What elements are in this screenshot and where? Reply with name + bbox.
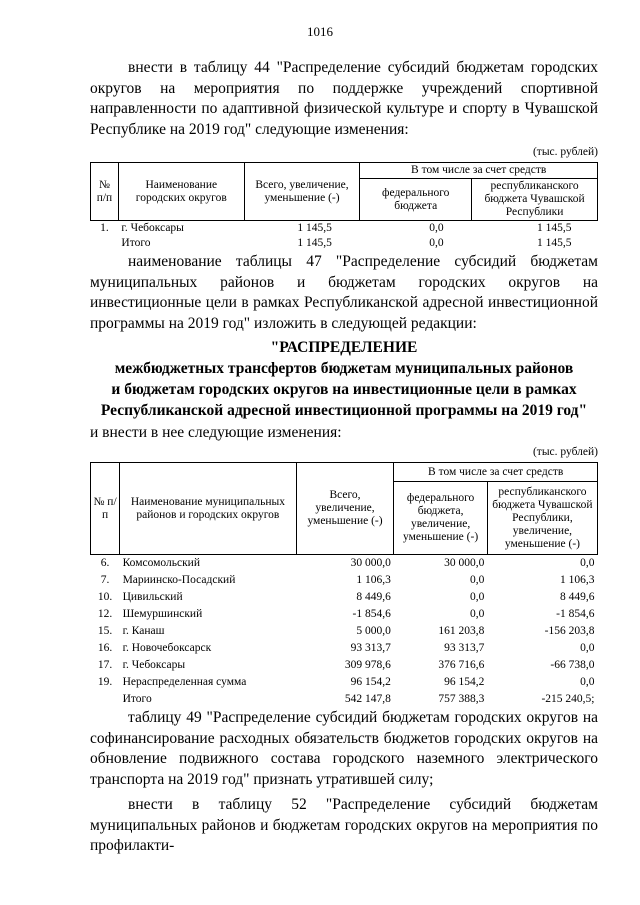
row-num: 16. bbox=[97, 642, 113, 654]
row-name: Шемуршинский bbox=[122, 608, 203, 620]
row-total: -1 854,6 bbox=[352, 608, 391, 620]
row-name: Мариинско-Посадский bbox=[122, 574, 236, 586]
row-num: 17. bbox=[97, 659, 113, 671]
row-federal: 30 000,0 bbox=[444, 557, 485, 569]
intro-paragraph: внести в таблицу 44 "Распределение субсидий бюджетам городских округов на мероприятия по поддержке учреждений спортивной направленности по адаптивной физической культуре и спорту в Чувашской Республике на 2019 год" следующие изменения: bbox=[90, 59, 598, 138]
table-row bbox=[91, 572, 598, 589]
row-republic: 0,0 bbox=[580, 642, 595, 654]
row-republic: 1 106,3 bbox=[560, 574, 595, 586]
row-total: 93 313,7 bbox=[350, 642, 391, 654]
row-num: 1. bbox=[100, 222, 109, 234]
table-row bbox=[91, 589, 598, 606]
page-number: 1016 bbox=[307, 24, 333, 39]
paragraph-3: таблицу 49 "Распределение субсидий бюджетам городских округов на софинансирование расходных обязательств бюджетов городских округов на обновление подвижного состава городского наземного электрического транспорта на 2019 год" признать утратившей силу; bbox=[90, 709, 598, 788]
title-line-2: межбюджетных трансфертов бюджетам муниципальных районов bbox=[114, 360, 574, 377]
table2-header-num: № п/п bbox=[91, 463, 120, 555]
table-row bbox=[91, 640, 598, 657]
table-row bbox=[91, 236, 598, 251]
row-federal: 96 154,2 bbox=[444, 676, 485, 688]
table1-header-federal: федерального бюджета bbox=[360, 179, 472, 221]
row-total: 1 145,5 bbox=[297, 222, 332, 234]
paragraph-4: внести в таблицу 52 "Распределение субсидий бюджетам муниципальных районов и бюджетам городских округов на мероприятия по профилакти- bbox=[90, 796, 598, 854]
row-name: г. Чебоксары bbox=[122, 659, 186, 671]
row-total: 542 147,8 bbox=[344, 693, 391, 705]
row-name: Итого bbox=[121, 237, 151, 249]
row-name: Комсомольский bbox=[122, 557, 200, 569]
table-row bbox=[91, 606, 598, 623]
row-republic: 0,0 bbox=[580, 676, 595, 688]
paragraph-2: наименование таблицы 47 "Распределение субсидий бюджетам муниципальных районов и бюджетам городских округов на инвестиционные цели в рамках Республиканской адресной инвестиционной программы на 2019 год" изложить в следующей редакции: bbox=[90, 253, 598, 332]
row-num: 15. bbox=[97, 625, 113, 637]
table2-header-republic: республиканского бюджета Чувашской Республики, увеличение, уменьшение (-) bbox=[487, 482, 597, 555]
row-name: г. Канаш bbox=[122, 625, 165, 637]
row-total: 30 000,0 bbox=[350, 557, 391, 569]
row-total: 1 106,3 bbox=[356, 574, 391, 586]
title-line-1: "РАСПРЕДЕЛЕНИЕ bbox=[270, 339, 418, 356]
row-federal: 0,0 bbox=[469, 608, 485, 620]
table1-header-name: Наименование городских округов bbox=[118, 163, 244, 221]
row-total: 96 154,2 bbox=[350, 676, 391, 688]
table-row bbox=[91, 674, 598, 691]
table2-header-federal: федерального бюджета, увеличение, уменьшение (-) bbox=[394, 482, 488, 555]
row-republic: -66 738,0 bbox=[550, 659, 595, 671]
table1 bbox=[90, 162, 598, 251]
row-republic: 1 145,5 bbox=[537, 222, 572, 234]
row-name: Цивильский bbox=[122, 591, 183, 603]
table2-header-name: Наименование муниципальных районов и городских округов bbox=[120, 463, 297, 555]
row-republic: -156 203,8 bbox=[544, 625, 595, 637]
row-total: 8 449,6 bbox=[356, 591, 391, 603]
table-row bbox=[91, 623, 598, 640]
table-row bbox=[91, 221, 598, 237]
row-num: 6. bbox=[100, 557, 110, 569]
table2-header-group: В том числе за счет средств bbox=[394, 463, 598, 482]
table1-header-group: В том числе за счет средств bbox=[360, 163, 598, 179]
table1-header-republic: республиканского бюджета Чувашской Республики bbox=[472, 179, 598, 221]
row-republic: -215 240,5; bbox=[541, 693, 595, 705]
row-federal: 0,0 bbox=[469, 574, 485, 586]
row-federal: 376 716,6 bbox=[438, 659, 485, 671]
row-federal: 0,0 bbox=[429, 237, 444, 249]
table-row bbox=[91, 657, 598, 674]
row-num: 10. bbox=[97, 591, 113, 603]
row-total: 5 000,0 bbox=[356, 625, 391, 637]
row-name: г. Чебоксары bbox=[121, 222, 184, 234]
table2-header-total: Всего, увеличение, уменьшение (-) bbox=[296, 463, 394, 555]
row-republic: 0,0 bbox=[580, 557, 595, 569]
row-federal: 161 203,8 bbox=[438, 625, 485, 637]
row-name: Итого bbox=[122, 693, 152, 705]
table-row bbox=[91, 555, 598, 573]
title-line-4: Республиканской адресной инвестиционной программы на 2019 год" bbox=[100, 402, 588, 419]
row-total: 309 978,6 bbox=[344, 659, 391, 671]
title-line-3: и бюджетам городских округов на инвестиционные цели в рамках bbox=[111, 381, 577, 398]
row-name: г. Новочебоксарск bbox=[122, 642, 212, 654]
row-republic: -1 854,6 bbox=[556, 608, 595, 620]
row-federal: 0,0 bbox=[429, 222, 444, 234]
table1-header-num: № п/п bbox=[91, 163, 119, 221]
row-num: 7. bbox=[100, 574, 110, 586]
row-num: 12. bbox=[97, 608, 113, 620]
row-total: 1 145,5 bbox=[297, 237, 332, 249]
row-num: 19. bbox=[97, 676, 113, 688]
table2 bbox=[90, 462, 598, 708]
table-row bbox=[91, 691, 598, 708]
row-num bbox=[91, 691, 120, 708]
row-name: Нераспределенная сумма bbox=[122, 676, 247, 688]
row-num bbox=[91, 236, 119, 251]
table2-unit: (тыс. рублей) bbox=[532, 446, 598, 458]
table1-unit: (тыс. рублей) bbox=[532, 146, 598, 158]
row-federal: 93 313,7 bbox=[444, 642, 485, 654]
row-republic: 8 449,6 bbox=[560, 591, 595, 603]
row-republic: 1 145,5 bbox=[537, 237, 572, 249]
table1-header-total: Всего, увеличение, уменьшение (-) bbox=[244, 163, 360, 221]
changes-line: и внести в нее следующие изменения: bbox=[90, 424, 342, 441]
row-federal: 757 388,3 bbox=[438, 693, 485, 705]
row-federal: 0,0 bbox=[469, 591, 485, 603]
